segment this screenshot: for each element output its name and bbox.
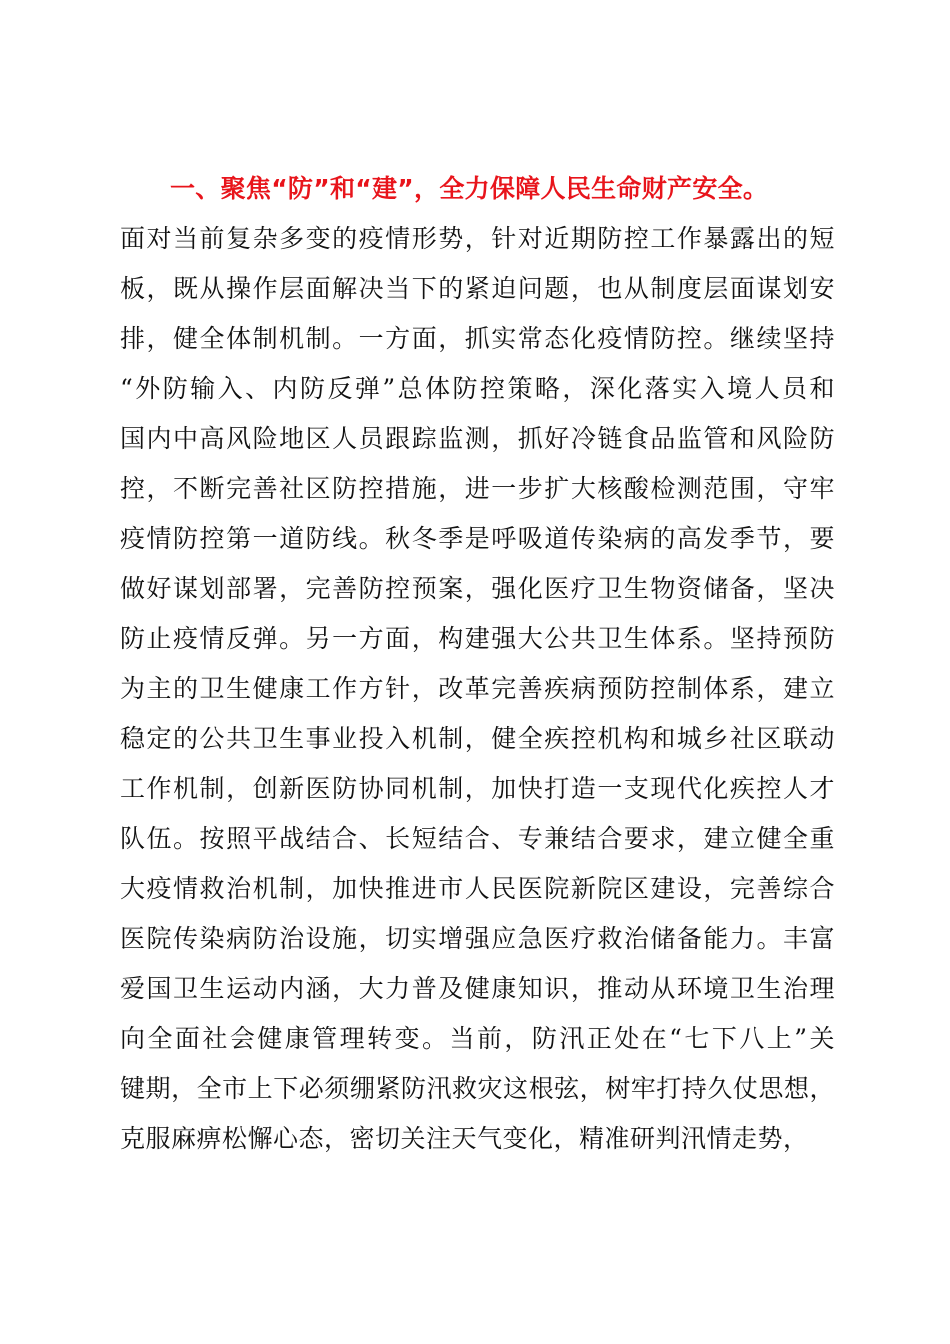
paragraph-line: 排，健全体制机制。一方面，抓实常态化疫情防控。继续坚持: [120, 324, 835, 353]
paragraph-line: 向全面社会健康管理转变。当前，防汛正处在“七下八上”关: [120, 1024, 835, 1053]
section-heading: 一、聚焦“防”和“建”，全力保障人民生命财产安全。: [170, 174, 769, 203]
paragraph-line: 医院传染病防治设施，切实增强应急医疗救治储备能力。丰富: [120, 924, 835, 953]
paragraph-line: 国内中高风险地区人员跟踪监测，抓好冷链食品监管和风险防: [120, 424, 835, 453]
paragraph-line: 疫情防控第一道防线。秋冬季是呼吸道传染病的高发季节，要: [120, 524, 835, 553]
paragraph-line: 克服麻痹松懈心态，密切关注天气变化，精准研判汛情走势，: [120, 1124, 809, 1153]
paragraph-line: 为主的卫生健康工作方针，改革完善疾病预防控制体系，建立: [120, 674, 835, 703]
paragraph-line: “外防输入、内防反弹”总体防控策略，深化落实入境人员和: [120, 374, 835, 403]
paragraph-line: 板，既从操作层面解决当下的紧迫问题，也从制度层面谋划安: [120, 274, 835, 303]
document-body: [120, 164, 835, 1164]
paragraph-line: 做好谋划部署，完善防控预案，强化医疗卫生物资储备，坚决: [120, 574, 835, 603]
paragraph-line: 稳定的公共卫生事业投入机制，健全疾控机构和城乡社区联动: [120, 724, 835, 753]
paragraph-line: 控，不断完善社区防控措施，进一步扩大核酸检测范围，守牢: [120, 474, 835, 503]
paragraph-line: 键期，全市上下必须绷紧防汛救灾这根弦，树牢打持久仗思想，: [120, 1074, 835, 1103]
paragraph-line: 大疫情救治机制，加快推进市人民医院新院区建设，完善综合: [120, 874, 835, 903]
paragraph-line: 防止疫情反弹。另一方面，构建强大公共卫生体系。坚持预防: [120, 624, 835, 653]
paragraph-line: 爱国卫生运动内涵，大力普及健康知识，推动从环境卫生治理: [120, 974, 835, 1003]
paragraph-line: 工作机制，创新医防协同机制，加快打造一支现代化疾控人才: [120, 774, 835, 803]
paragraph-line: 面对当前复杂多变的疫情形势，针对近期防控工作暴露出的短: [120, 224, 835, 253]
paragraph-line: 队伍。按照平战结合、长短结合、专兼结合要求，建立健全重: [120, 824, 835, 853]
